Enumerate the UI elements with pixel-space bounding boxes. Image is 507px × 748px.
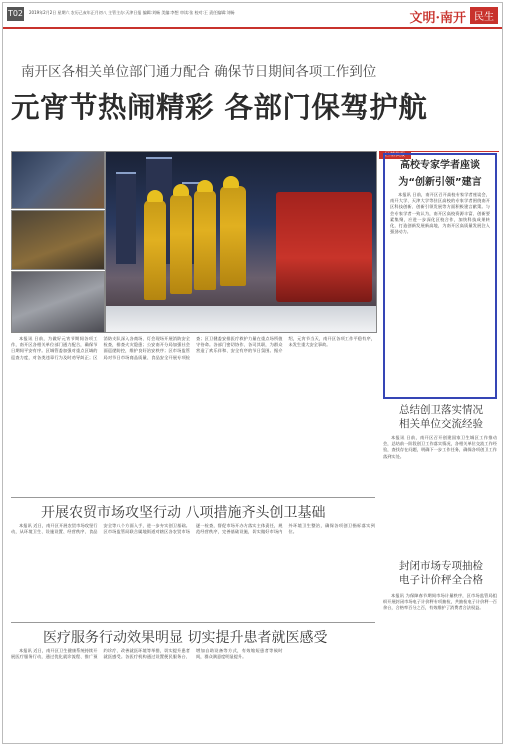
feature-title-line2: 为“创新引领”建言 (398, 177, 482, 188)
sidebar-strip: 区情快报 (379, 141, 499, 152)
section3-title: 医疗服务行动效果明显 切实提升患者就医感受 (43, 630, 328, 646)
lead-kicker: 南开区各相关单位部门通力配合 确保节日期间各项工作到位 (21, 64, 377, 80)
firefighter (220, 186, 246, 286)
firefighter (144, 200, 166, 300)
section2-title: 开展农贸市场攻坚行动 八项措施齐头创卫基础 (41, 505, 326, 521)
divider (11, 622, 375, 623)
lead-headline: 元宵节热闹精彩 各部门保驾护航 (11, 91, 428, 124)
photo-firefighters-night (11, 151, 105, 209)
feature-title-line1: 高校专家学者座谈 (400, 160, 480, 171)
sidebar-item2-title: 总结创卫落实情况 相关单位交流经验 (399, 404, 483, 430)
fire-truck (276, 192, 372, 302)
photo-officers-snow (11, 271, 105, 333)
sidebar-item3-title: 封闭市场专项抽检 电子计价秤全合格 (399, 560, 483, 586)
sidebar-item3-body: 本报讯 为保障春节期间市场计量秩序，区市场监管局组织开展封闭市场电子计价秤专项抽检，共抽检电子计价秤一百余台，合格率百分之百，有效维护了消费者合法权益。 (383, 593, 497, 611)
newspaper-page (2, 2, 503, 744)
brand-title: 文明·南开 (409, 11, 466, 26)
firefighter (170, 194, 192, 294)
firefighter (194, 190, 216, 290)
dateline: 2019年2月2日 星期六 农历己亥年正月初八 主管主办:天津日报 编辑:刘畅 美编:李想 审读:张 校对:王 责任编辑:刘畅 (29, 10, 235, 15)
feature-body: 本报讯 日前，南开区召开高校专家学者座谈会，南开大学、天津大学等驻区高校的专家学者围绕南开区科技创新、创新引领发展等方面积极建言献策。与会专家学者一致认为，南开区高校资源丰富、创新要素集聚，应进一步深化区校合作，加快科技成果转化，打造创新发展新高地，为南开区高质量发展注入强劲动力。 (390, 192, 490, 235)
photo-firefighters-inspection (11, 210, 105, 270)
section3-body: 本报讯 近日，南开区卫生健康系统持续开展医疗服务行动，通过优化就诊流程、推广预约诊疗、改善就医环境等举措，切实提升患者就医感受。各医疗机构通过设置便民服务台、增加自助设备等方式，有效缩短患者等候时间，群众满意度明显提升。 (11, 648, 283, 660)
divider (11, 497, 375, 498)
lead-article-body: 本报讯 日前，为做好元宵节期间各项工作，南开区各相关单位部门通力配合，确保节日期间平安有序。区城管委加强对重点区域的巡查力度，对各类违章行为及时劝导纠正；区消防支队深入各商场、灯会现场开展消防安全检查，排查火灾隐患；公安南开分局加强社会面巡逻防控，维护良好治安秩序；区市场监管局对节日市场商品质量、食品安全开展专项检查；区卫健委安排医疗救护力量在重点场所值守待命。各部门密切协作、各司其职，为群众营造了欢乐祥和、安全有序的节日氛围。据介绍，元宵节当天，南开区各项工作平稳有序，未发生重大安全事故。 (11, 336, 375, 360)
page-header (3, 3, 502, 29)
page-number: T02 (7, 7, 24, 21)
sidebar-feature-highlight (383, 153, 497, 399)
photo-fire-brigade-main (105, 151, 377, 333)
section-tag: 民生 (470, 7, 498, 24)
sidebar-item2-body: 本报讯 日前，南开区召开创建国家卫生城区工作推动会，总结前一阶段创卫工作落实情况，各相关单位交流工作经验，查找存在问题，明确下一步工作任务，确保各项创卫工作落到实处。 (383, 435, 497, 459)
section2-body: 本报讯 近日，南开区开展农贸市场攻坚行动，从环境卫生、设施设置、经营秩序、食品安全等八个方面入手，进一步夯实创卫基础。区市场监管局联合属地街道对辖区各农贸市场逐一检查，督促市场开办方落实主体责任，规范经营秩序，完善基础设施，切实做好市场内外环境卫生整治，确保各项创卫指标落实到位。 (11, 523, 375, 535)
